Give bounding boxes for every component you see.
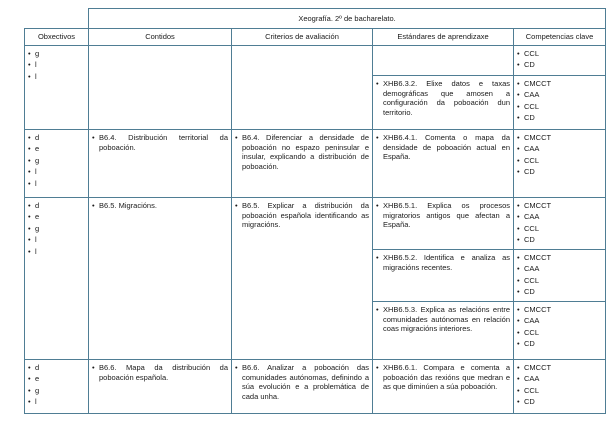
objective-item: • g: [28, 156, 85, 166]
competence-item: • CAA: [517, 316, 602, 326]
competences-cell: [514, 130, 606, 198]
competence-item: • CCL: [517, 276, 602, 286]
standard-text: • XHB6.3.2. Elixe datos e taxas demográficas que amosen a configuración da poboación dun territorio.: [376, 79, 510, 117]
criterion-text: • B6.5. Explicar a distribución da poboación española identificando as migracións.: [235, 201, 369, 230]
content-cell: [89, 46, 232, 130]
criterion-cell: [232, 130, 373, 198]
competence-item: • CCL: [517, 156, 602, 166]
content-text: • B6.4. Distribución territorial da poboación.: [92, 133, 228, 152]
objective-item: • l: [28, 235, 85, 245]
standard-cell: [373, 130, 514, 198]
table-body: [25, 46, 606, 414]
criterion-cell: [232, 360, 373, 414]
standard-cell: [373, 198, 514, 250]
objective-item: • e: [28, 374, 85, 384]
objectives-cell: [25, 198, 89, 360]
competence-item: • CMCCT: [517, 133, 602, 143]
header-competences: Competencias clave: [514, 29, 606, 46]
competences-cell: [514, 76, 606, 130]
objective-item: • d: [28, 201, 85, 211]
competence-item: • CMCCT: [517, 305, 602, 315]
content-cell: [89, 360, 232, 414]
table-row: [25, 46, 606, 76]
objective-item: • e: [28, 212, 85, 222]
criterion-cell: [232, 46, 373, 130]
criterion-text: • B6.4. Diferenciar a densidade de poboación no espazo peninsular e insular, explicando a distribución de poboación.: [235, 133, 369, 171]
competences-cell: [514, 198, 606, 250]
curriculum-table: [24, 8, 606, 414]
competence-item: • CAA: [517, 144, 602, 154]
table-row: [25, 130, 606, 198]
standard-text: • XHB6.5.2. Identifica e analiza as migracións recentes.: [376, 253, 510, 272]
content-text: • B6.5. Migracións.: [92, 201, 228, 211]
competence-item: • CCL: [517, 386, 602, 396]
standard-cell: [373, 250, 514, 302]
header-criteria: Criterios de avaliación: [232, 29, 373, 46]
objective-item: • g: [28, 224, 85, 234]
standard-text: • XHB6.4.1. Comenta o mapa da densidade de poboación actual en España.: [376, 133, 510, 162]
competence-item: • CMCCT: [517, 201, 602, 211]
objective-item: • e: [28, 144, 85, 154]
competence-item: • CMCCT: [517, 79, 602, 89]
competence-item: • CCL: [517, 224, 602, 234]
header-row: [25, 29, 606, 46]
competence-item: • CD: [517, 167, 602, 177]
standard-cell: [373, 360, 514, 414]
table-row: [25, 360, 606, 414]
competence-item: • CAA: [517, 212, 602, 222]
standard-cell: [373, 76, 514, 130]
objectives-cell: [25, 46, 89, 130]
content-cell: [89, 130, 232, 198]
competence-item: • CD: [517, 397, 602, 407]
objective-item: • d: [28, 363, 85, 373]
competences-cell: [514, 46, 606, 76]
competence-item: • CAA: [517, 264, 602, 274]
objective-item: • g: [28, 386, 85, 396]
content-cell: [89, 198, 232, 360]
competence-item: • CD: [517, 60, 602, 70]
header-standards: Estándares de aprendizaxe: [373, 29, 514, 46]
standard-text: • XHB6.5.3. Explica as relacións entre comunidades autónomas en relación coas migracións interiores.: [376, 305, 510, 334]
competence-item: • CMCCT: [517, 363, 602, 373]
objective-item: • l: [28, 72, 85, 82]
title-blank-cell: [25, 9, 89, 29]
objective-item: • l: [28, 397, 85, 407]
competences-cell: [514, 302, 606, 360]
standard-cell: [373, 302, 514, 360]
curriculum-table-wrapper: [24, 8, 605, 412]
competences-cell: [514, 360, 606, 414]
competence-item: • CMCCT: [517, 253, 602, 263]
header-contents: Contidos: [89, 29, 232, 46]
competence-item: • CD: [517, 235, 602, 245]
objective-item: • l: [28, 60, 85, 70]
objectives-cell: [25, 130, 89, 198]
content-text: • B6.6. Mapa da distribución da poboación española.: [92, 363, 228, 382]
competence-item: • CCL: [517, 102, 602, 112]
competence-item: • CAA: [517, 374, 602, 384]
objective-item: • l: [28, 167, 85, 177]
standard-text: • XHB6.5.1. Explica os procesos migratorios antigos que afectan a España.: [376, 201, 510, 230]
competence-item: • CCL: [517, 328, 602, 338]
header-objectives: Obxectivos: [25, 29, 89, 46]
standard-cell: [373, 46, 514, 76]
objectives-cell: [25, 360, 89, 414]
title-row: [25, 9, 606, 29]
criterion-text: • B6.6. Analizar a poboación das comunidades autónomas, definindo a súa evolución e a problemática de cada unha.: [235, 363, 369, 401]
competence-item: • CAA: [517, 90, 602, 100]
criterion-cell: [232, 198, 373, 360]
competence-item: • CCL: [517, 49, 602, 59]
competences-cell: [514, 250, 606, 302]
objective-item: • g: [28, 49, 85, 59]
competence-item: • CD: [517, 287, 602, 297]
standard-text: • XHB6.6.1. Compara e comenta a poboación das rexións que medran e as que diminúen a súa poboación.: [376, 363, 510, 392]
objective-item: • d: [28, 133, 85, 143]
objective-item: • l: [28, 247, 85, 257]
table-row: [25, 198, 606, 250]
competence-item: • CD: [517, 113, 602, 123]
objective-item: • l: [28, 179, 85, 189]
table-title: Xeografía. 2º de bacharelato.: [89, 9, 606, 29]
competence-item: • CD: [517, 339, 602, 349]
